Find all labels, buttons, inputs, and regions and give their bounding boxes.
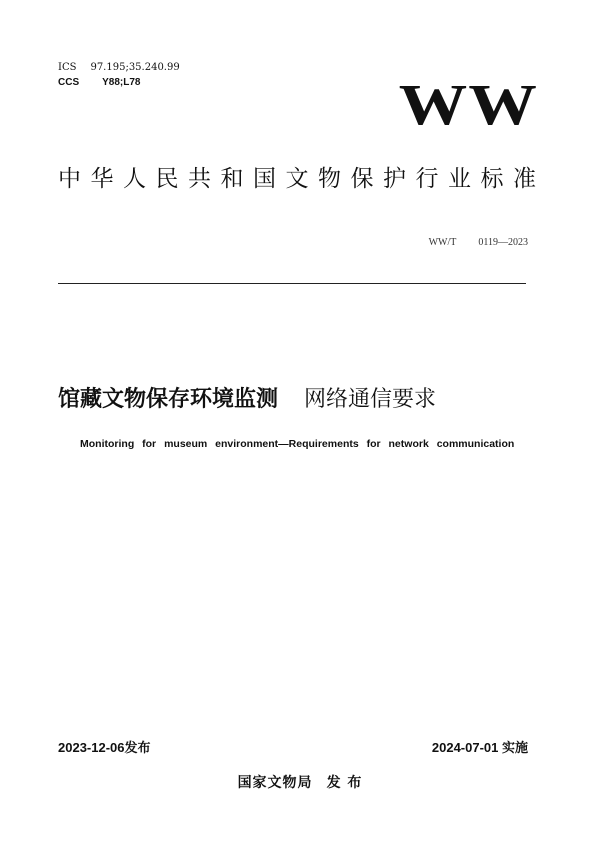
ics-value: 97.195;35.240.99 [90,62,180,73]
standard-number-prefix: WW/T [428,237,457,248]
header-divider [58,283,526,284]
english-title: Monitoring for museum environment—Requirements for network communication [80,438,515,450]
ccs-label: CCS [58,77,80,88]
standard-category-title: 中华人民共和国文物保护行业标准 [58,166,546,192]
document-title [58,385,436,415]
ccs-value: Y88;L78 [102,77,141,88]
implementation-date: 2024-07-01 实施 [431,740,528,755]
ics-label: ICS [58,62,77,73]
ww-logo: WW [398,72,538,137]
issuer-name: 国家文物局 [237,775,313,791]
issuing-authority [0,772,600,792]
issue-date: 2023-12-06发布 [58,740,151,755]
issuer-action: 发 布 [326,775,363,791]
standard-number [429,237,528,248]
standard-number-value: 0119—2023 [478,237,528,248]
ccs-code-row [58,75,180,90]
document-title-part1: 馆藏文物保存环境监测 [58,387,279,412]
ics-code-row [58,60,180,75]
classification-codes [58,60,180,90]
document-title-part2: 网络通信要求 [304,387,437,412]
